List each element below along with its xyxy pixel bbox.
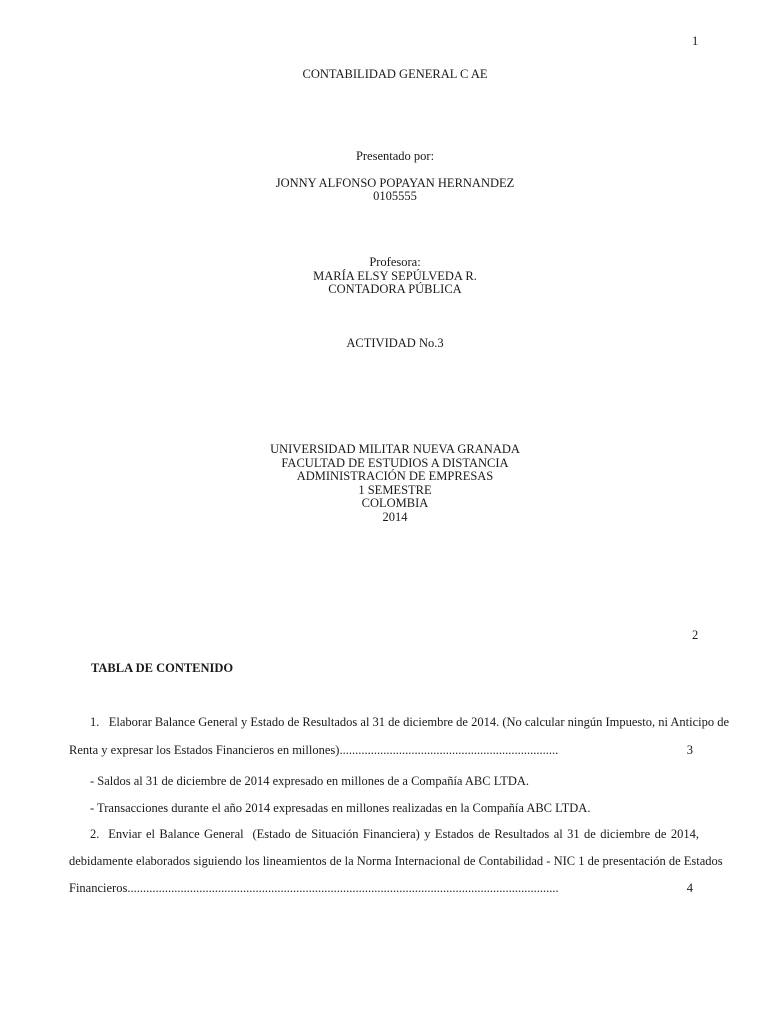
activity-title: ACTIVIDAD No.3	[346, 336, 444, 350]
program-name: ADMINISTRACIÓN DE EMPRESAS	[296, 469, 494, 483]
teacher-title: CONTADORA PÚBLICA	[328, 282, 462, 296]
toc-item-2-line-3	[69, 880, 699, 896]
toc-item-2-line-2	[69, 853, 723, 869]
page-number: 2	[692, 628, 699, 642]
year: 2014	[382, 509, 408, 524]
toc-item-2-line-1	[90, 826, 699, 842]
faculty-name: FACULTAD DE ESTUDIOS A DISTANCIA	[281, 455, 509, 470]
toc-heading: TABLA DE CONTENIDO	[91, 661, 234, 675]
toc-page-number: 3	[686, 743, 693, 757]
teacher-label: Profesora:	[369, 255, 421, 269]
activity-block	[0, 337, 768, 351]
presenter-block	[0, 150, 768, 204]
toc-item-1-text-cont: Renta y expresar los Estados Financieros en millones)	[69, 743, 340, 757]
course-name: CONTABILIDAD GENERAL C AE	[302, 67, 488, 81]
course-title	[0, 68, 768, 82]
teacher-name: MARÍA ELSY SEPÚLVEDA R.	[313, 268, 477, 283]
toc-item-2-text-cont: debidamente elaborados siguiendo los lineamientos de la Norma Internacional de Contabilidad - NIC 1 de presentación de Estados	[69, 854, 723, 868]
presented-by-label: Presentado por:	[355, 149, 435, 163]
toc-subitem-text: - Transacciones durante el año 2014 expresadas en millones realizadas en la Compañía ABC LTDA.	[90, 801, 591, 815]
institution-block	[0, 443, 768, 524]
toc-subitem	[90, 800, 720, 816]
toc-item-1-line-2	[69, 742, 699, 758]
teacher-block	[0, 256, 768, 297]
toc-item-1-line-1	[90, 714, 730, 730]
country: COLOMBIA	[361, 496, 429, 510]
toc-subitem	[90, 773, 720, 789]
student-name: JONNY ALFONSO POPAYAN HERNANDEZ	[275, 175, 515, 190]
toc-subitem-text: - Saldos al 31 de diciembre de 2014 expresado en millones de a Compañía ABC LTDA.	[90, 774, 530, 788]
toc-item-1-text: 1. Elaborar Balance General y Estado de Resultados al 31 de diciembre de 2014. (No calcular ningún Impuesto, ni Anticipo de	[90, 715, 730, 729]
page-number: 1	[692, 34, 699, 48]
student-code: 0105555	[373, 189, 417, 203]
toc-leader: ......................................................................	[339, 743, 559, 757]
university-name: UNIVERSIDAD MILITAR NUEVA GRANADA	[270, 442, 520, 456]
semester: 1 SEMESTRE	[358, 482, 432, 497]
toc-page-number: 4	[686, 881, 693, 895]
toc-leader: ..........................................................................................................................................	[127, 881, 559, 895]
toc-item-2-text: 2. Enviar el Balance General (Estado de Situación Financiera) y Estados de Resultados al 31 de diciembre de 2014,	[90, 827, 699, 841]
toc-item-2-text-end: Financieros	[69, 881, 128, 895]
